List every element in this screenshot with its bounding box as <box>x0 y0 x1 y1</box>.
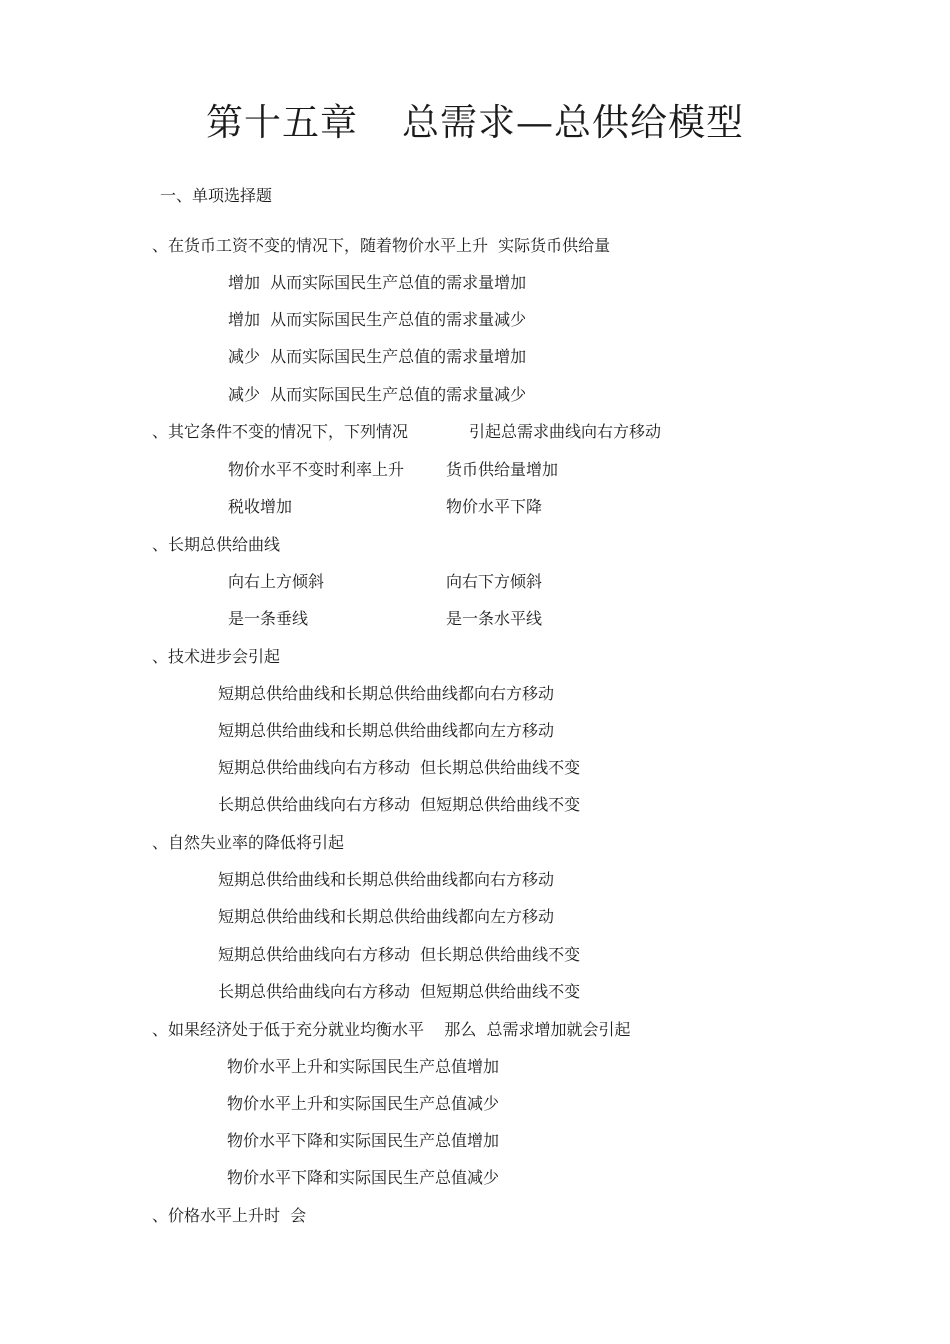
option-b: 增加 从而实际国民生产总值的需求量减少 <box>228 310 527 329</box>
chapter-title <box>0 98 950 148</box>
question-stem: 、其它条件不变的情况下，下列情况 引起总需求曲线向右方移动 <box>152 422 662 441</box>
option-c: 短期总供给曲线向右方移动 但长期总供给曲线不变 <box>218 945 581 964</box>
option-d: 减少 从而实际国民生产总值的需求量减少 <box>228 385 527 404</box>
question-stem: 、价格水平上升时 会 <box>152 1206 307 1225</box>
option-b: 短期总供给曲线和长期总供给曲线都向左方移动 <box>218 721 555 740</box>
question-stem: 、如果经济处于低于充分就业均衡水平 那么 总需求增加就会引起 <box>152 1020 631 1039</box>
option-a: 短期总供给曲线和长期总供给曲线都向右方移动 <box>218 684 555 703</box>
option-c: 短期总供给曲线向右方移动 但长期总供给曲线不变 <box>218 758 581 777</box>
option-b: 向右下方倾斜 <box>446 572 543 591</box>
option-a: 物价水平不变时利率上升 <box>228 460 405 479</box>
question-stem: 、在货币工资不变的情况下，随着物价水平上升 实际货币供给量 <box>152 236 611 255</box>
option-d: 物价水平下降和实际国民生产总值减少 <box>227 1168 500 1187</box>
section-heading: 一、单项选择题 <box>160 186 273 205</box>
option-c: 物价水平下降和实际国民生产总值增加 <box>227 1131 500 1150</box>
question-stem: 、技术进步会引起 <box>152 647 281 666</box>
option-b: 货币供给量增加 <box>446 460 559 479</box>
option-a: 短期总供给曲线和长期总供给曲线都向右方移动 <box>218 870 555 889</box>
option-d: 是一条水平线 <box>446 609 543 628</box>
question-stem: 、自然失业率的降低将引起 <box>152 833 345 852</box>
question-stem: 、长期总供给曲线 <box>152 535 281 554</box>
chapter-number: 第十五章 <box>206 101 358 144</box>
option-a: 向右上方倾斜 <box>228 572 325 591</box>
option-c: 税收增加 <box>228 497 293 516</box>
option-c: 是一条垂线 <box>228 609 309 628</box>
chapter-name: 总需求—总供给模型 <box>402 101 744 144</box>
option-b: 短期总供给曲线和长期总供给曲线都向左方移动 <box>218 907 555 926</box>
option-d: 长期总供给曲线向右方移动 但短期总供给曲线不变 <box>218 982 581 1001</box>
option-d: 长期总供给曲线向右方移动 但短期总供给曲线不变 <box>218 795 581 814</box>
option-a: 物价水平上升和实际国民生产总值增加 <box>227 1057 500 1076</box>
option-d: 物价水平下降 <box>446 497 543 516</box>
option-c: 减少 从而实际国民生产总值的需求量增加 <box>228 347 527 366</box>
option-a: 增加 从而实际国民生产总值的需求量增加 <box>228 273 527 292</box>
option-b: 物价水平上升和实际国民生产总值减少 <box>227 1094 500 1113</box>
